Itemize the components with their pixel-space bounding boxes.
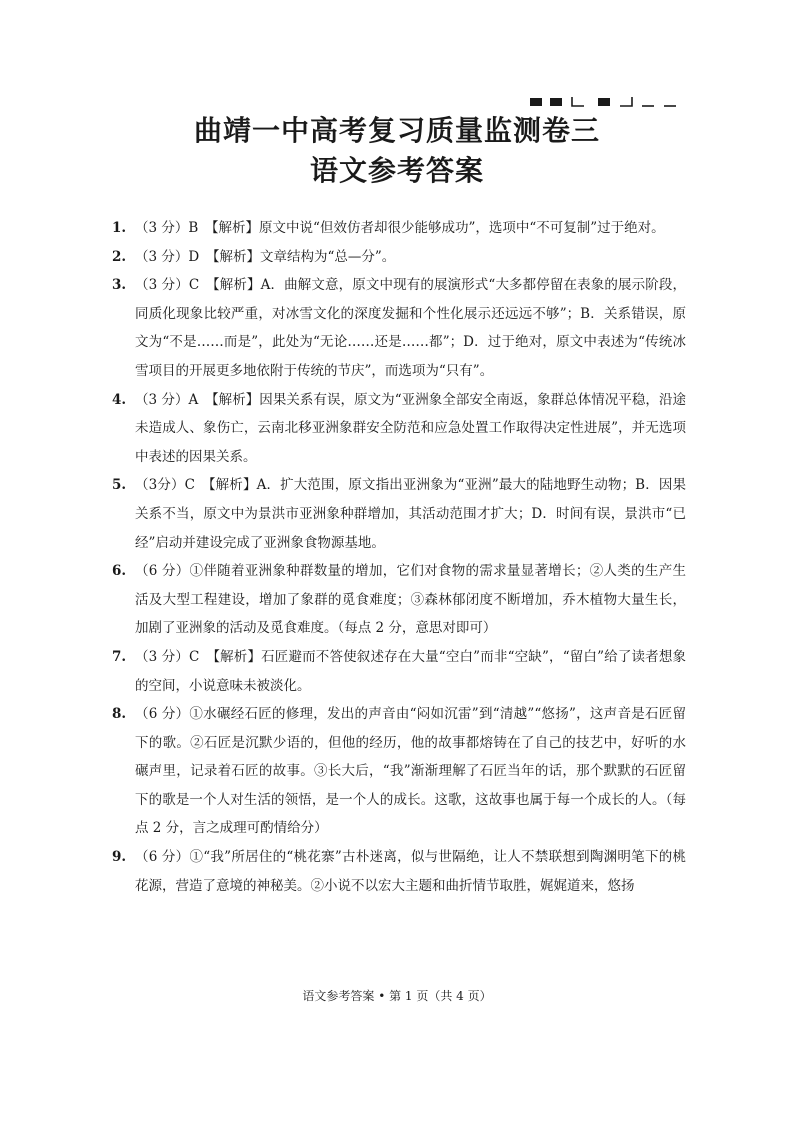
answer-text: （6 分）①“我”所居住的“桃花寨”古朴迷离，似与世隔绝，让人不禁联想到陶渊明笔下的桃花源，营造了意境的神秘美。②小说不以宏大主题和曲折情节取胜，娓娓道来，悠扬 xyxy=(135,849,686,894)
mark-block-1 xyxy=(530,98,542,106)
answer-number: 4. xyxy=(112,391,127,408)
answer-number: 3. xyxy=(112,277,127,294)
answer-number: 9. xyxy=(112,849,127,866)
mark-block-3 xyxy=(598,98,610,106)
answer-number: 6. xyxy=(112,563,127,580)
document-title: 曲靖一中高考复习质量监测卷三 xyxy=(193,114,600,147)
answer-text: （3 分）D 【解析】文章结构为“总—分”。 xyxy=(135,248,396,265)
answer-item-6 xyxy=(112,557,686,643)
page-footer: 语文参考答案 • 第 1 页（共 4 页） xyxy=(302,989,492,1003)
document-subtitle: 语文参考答案 xyxy=(309,154,484,187)
mark-corner-right xyxy=(620,97,632,106)
answer-item-4 xyxy=(112,386,686,472)
answer-item-2 xyxy=(112,243,686,272)
answer-item-7 xyxy=(112,643,686,700)
corner-bracket-marks-icon xyxy=(528,96,688,108)
marks-svg xyxy=(528,96,688,108)
answer-number: 2. xyxy=(112,248,127,265)
answer-text: （6 分）①水碾经石匠的修理，发出的声音由“闷如沉雷”到“清越”“悠扬”，这声音是石匠留下的歌。②石匠是沉默少语的，但他的经历，他的故事都熔铸在了自己的技艺中，好听的水碾声里，记录着石匠的故事。③长大后，“我”渐渐理解了石匠当年的话，那个默默的石匠留下的歌是一个人对生活的领悟，是一个人的成长。这歌，这故事也属于每一个成长的人。（每点 2 分，言之成理可酌情给分） xyxy=(135,706,686,837)
answer-text: （6 分）①伴随着亚洲象种群数量的增加，它们对食物的需求量显著增长；②人类的生产生活及大型工程建设，增加了象群的觅食难度；③森林郁闭度不断增加，乔木植物大量生长，加剧了亚洲象的活动及觅食难度。（每点 2 分，意思对即可） xyxy=(135,563,686,637)
answer-text: （3 分）C 【解析】石匠避而不答使叙述存在大量“空白”而非“空缺”，“留白”给了读者想象的空间，小说意味未被淡化。 xyxy=(135,648,686,694)
answer-number: 1. xyxy=(112,220,127,236)
answer-number: 5. xyxy=(112,477,127,494)
answer-text: （3 分）C 【解析】A．曲解文意，原文中现有的展演形式“大多都停留在表象的展示阶段，同质化现象比较严重，对冰雪文化的深度发掘和个性化展示还远远不够”；B．关系错误，原文为“不是……而是”，此处为“无论……还是……都”；D．过于绝对，原文中表述为“传统冰雪项目的开展更多地依附于传统的节庆”，而选项为“只有”。 xyxy=(135,277,686,379)
answer-text: （3 分）A 【解析】因果关系有误，原文为“亚洲象全部安全南返，象群总体情况平稳，沿途未造成人、象伤亡，云南北移亚洲象群安全防范和应急处置工作取得决定性进展”，并无选项中表述的因果关系。 xyxy=(135,391,686,465)
answer-item-5 xyxy=(112,471,686,557)
answer-item-1 xyxy=(112,214,686,243)
answer-text: （3分）C 【解析】A．扩大范围，原文指出亚洲象为“亚洲”最大的陆地野生动物；B．因果关系不当，原文中为景洪市亚洲象种群增加，其活动范围才扩大；D．时间有误，景洪市“已经”启动并建设完成了亚洲象食物源基地。 xyxy=(135,477,686,551)
mark-block-2 xyxy=(550,98,562,106)
answer-item-8 xyxy=(112,700,686,843)
answer-text: （3 分）B 【解析】原文中说“但效仿者却很少能够成功”，选项中“不可复制”过于绝对。 xyxy=(135,220,665,236)
answer-number: 8. xyxy=(112,706,127,723)
answer-list xyxy=(112,214,686,900)
answer-number: 7. xyxy=(112,648,127,665)
answer-item-3 xyxy=(112,271,686,385)
answer-item-9 xyxy=(112,843,686,900)
mark-corner-left xyxy=(572,97,584,106)
